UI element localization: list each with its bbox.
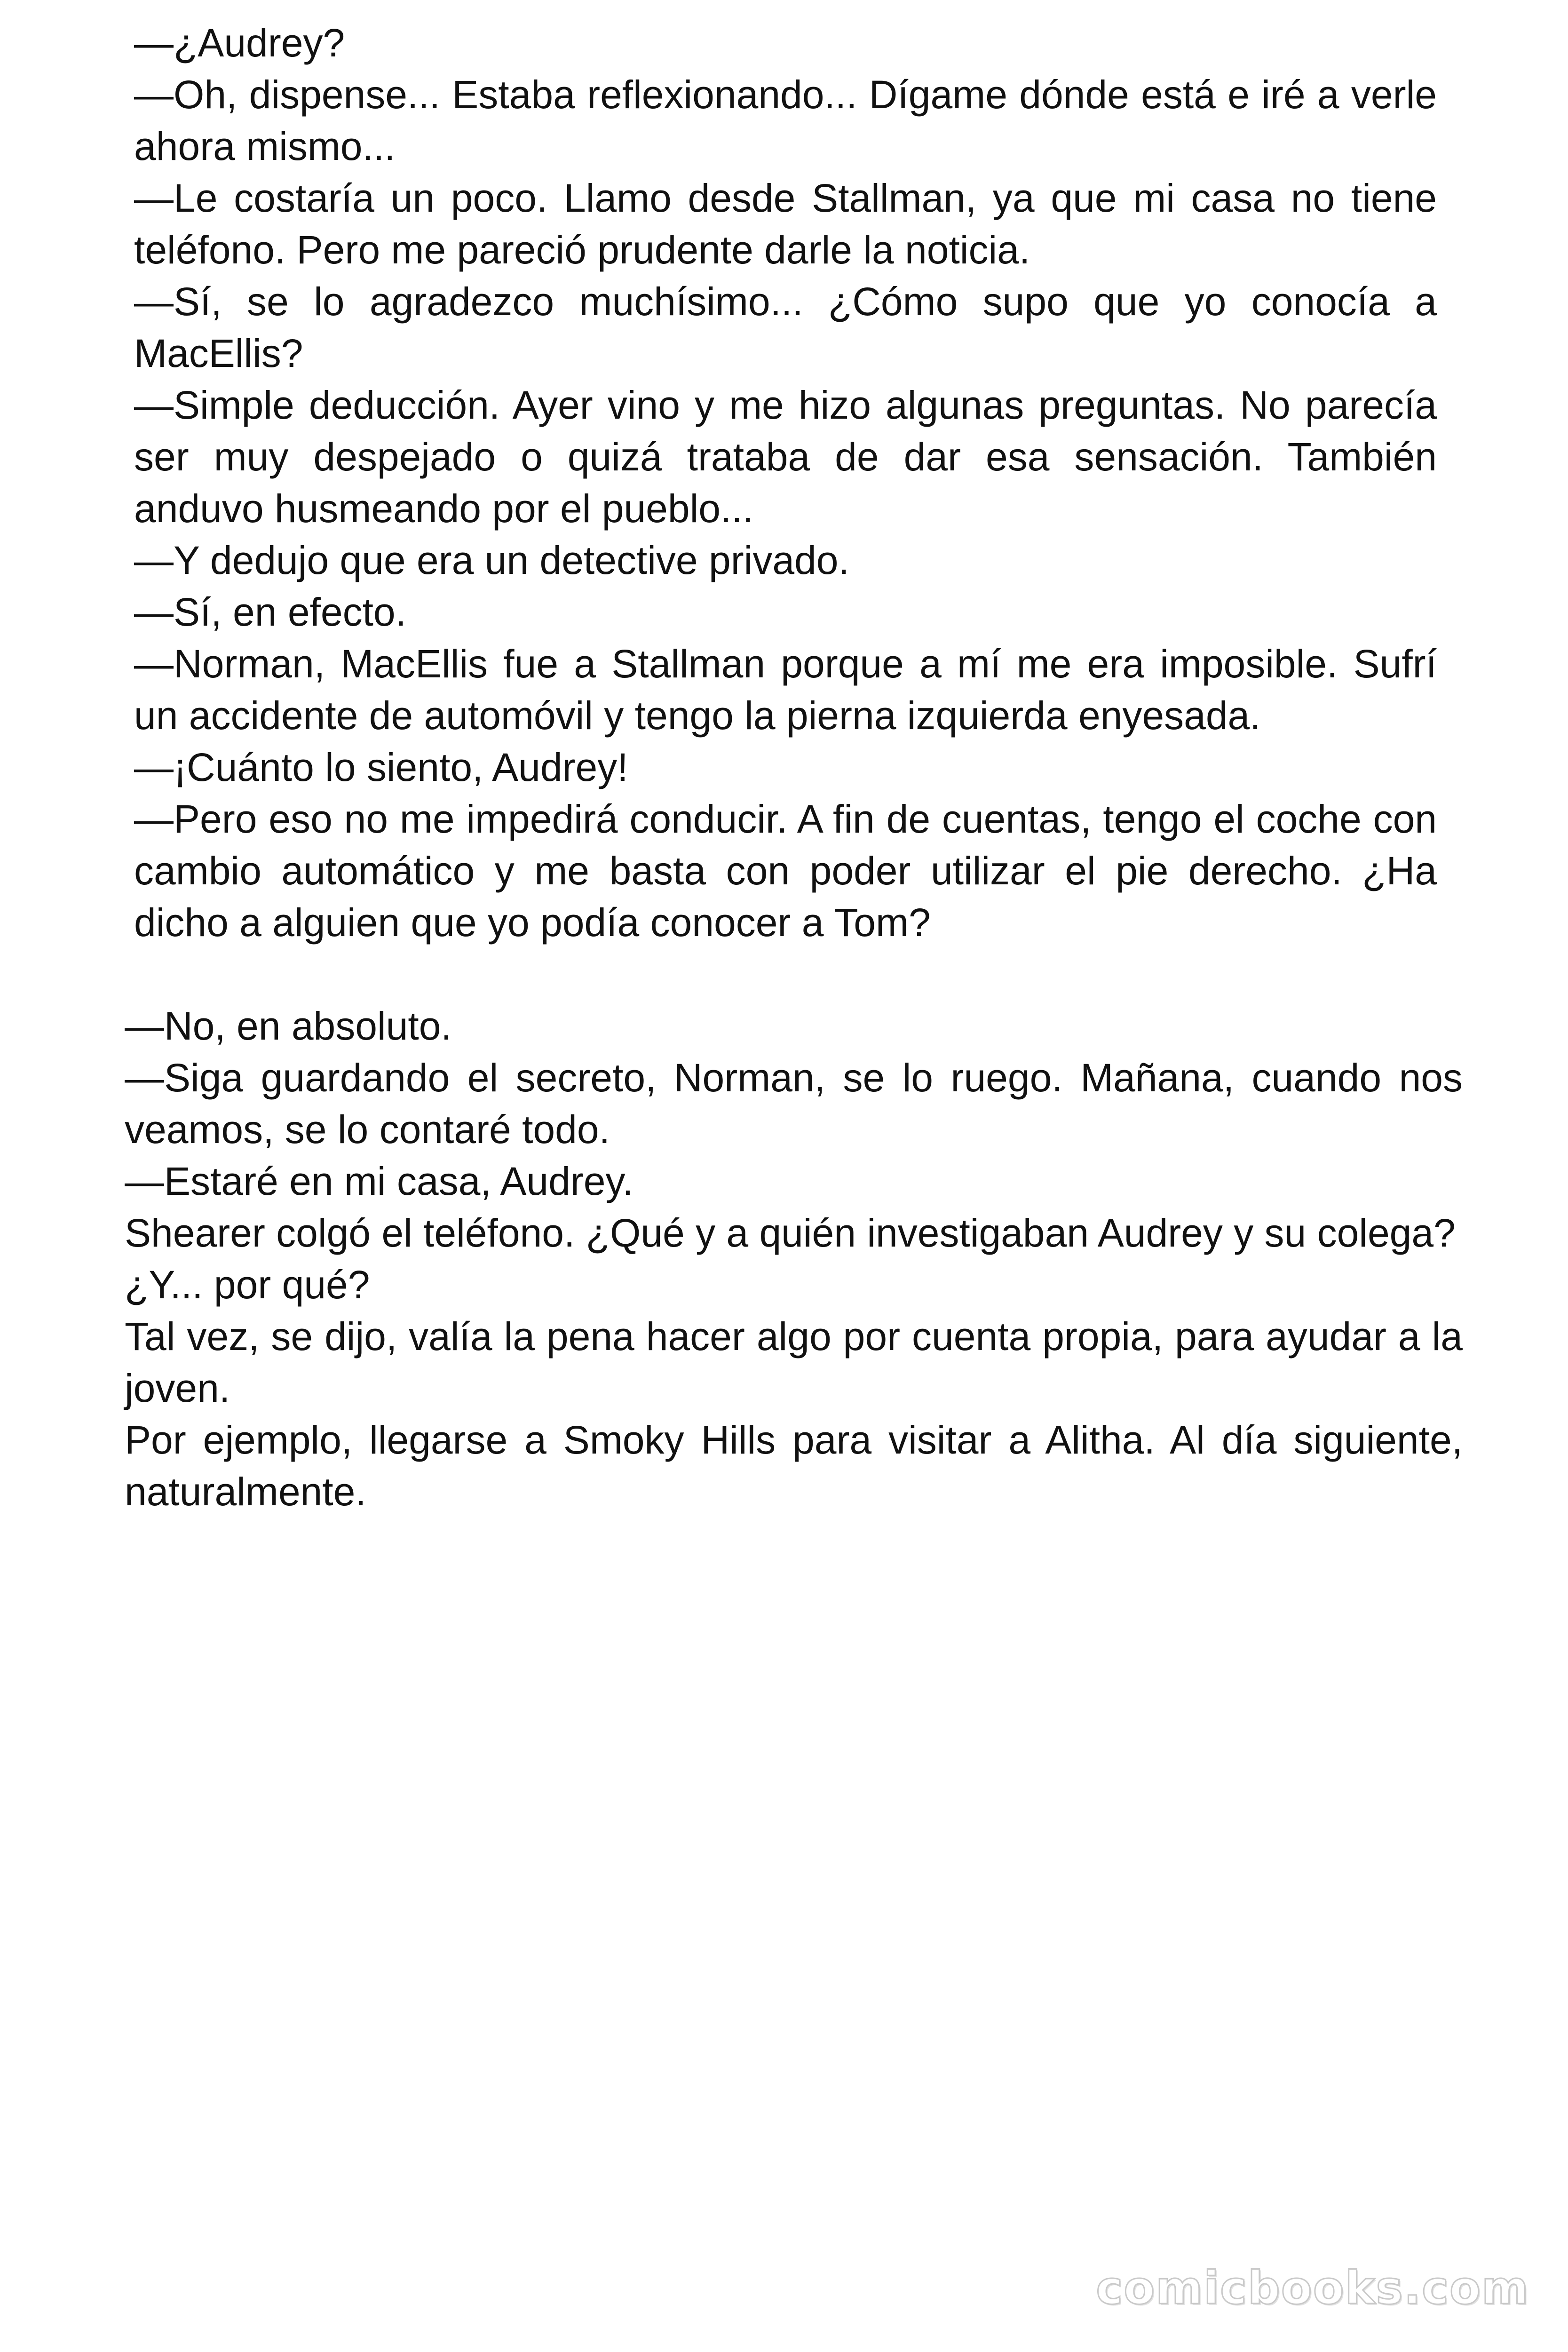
- paragraph: Shearer colgó el teléfono. ¿Qué y a quién investigaban Audrey y su colega?: [125, 1211, 1456, 1255]
- paragraph: —No, en absoluto.: [125, 1004, 452, 1048]
- paragraph: —Le costaría un poco. Llamo desde Stallman, ya que mi casa no tiene teléfono. Pero me pareció prudente darle la noticia.: [134, 176, 1437, 272]
- dialogue-block-upper: [134, 17, 1437, 948]
- watermark-logo: comicbooks.com: [1096, 2262, 1529, 2314]
- dialogue-block-lower: [125, 1000, 1463, 1518]
- paragraph: —Oh, dispense... Estaba reflexionando... Dígame dónde está e iré a verle ahora mismo...: [134, 72, 1437, 168]
- paragraph: —Pero eso no me impedirá conducir. A fin de cuentas, tengo el coche con cambio automático y me basta con poder utilizar el pie derecho. ¿Ha dicho a alguien que yo podía conocer a Tom?: [134, 797, 1437, 945]
- paragraph: —¿Audrey?: [134, 21, 345, 65]
- paragraph: Por ejemplo, llegarse a Smoky Hills para visitar a Alitha. Al día siguiente, naturalmente.: [125, 1418, 1463, 1514]
- paragraph: —Simple deducción. Ayer vino y me hizo algunas preguntas. No parecía ser muy despejado o quizá trataba de dar esa sensación. También anduvo husmeando por el pueblo...: [134, 383, 1437, 531]
- paragraph: —Sí, se lo agradezco muchísimo... ¿Cómo supo que yo conocía a MacEllis?: [134, 279, 1437, 375]
- paragraph: —¡Cuánto lo siento, Audrey!: [134, 745, 628, 789]
- paragraph: —Norman, MacEllis fue a Stallman porque a mí me era imposible. Sufrí un accidente de automóvil y tengo la pierna izquierda enyesada.: [134, 642, 1437, 738]
- paragraph: —Estaré en mi casa, Audrey.: [125, 1159, 634, 1203]
- paragraph: —Y dedujo que era un detective privado.: [134, 538, 849, 582]
- paragraph: —Sí, en efecto.: [134, 590, 406, 634]
- paragraph: ¿Y... por qué?: [125, 1263, 370, 1307]
- paragraph: Tal vez, se dijo, valía la pena hacer algo por cuenta propia, para ayudar a la joven.: [125, 1314, 1463, 1410]
- paragraph: —Siga guardando el secreto, Norman, se lo ruego. Mañana, cuando nos veamos, se lo contaré todo.: [125, 1056, 1463, 1152]
